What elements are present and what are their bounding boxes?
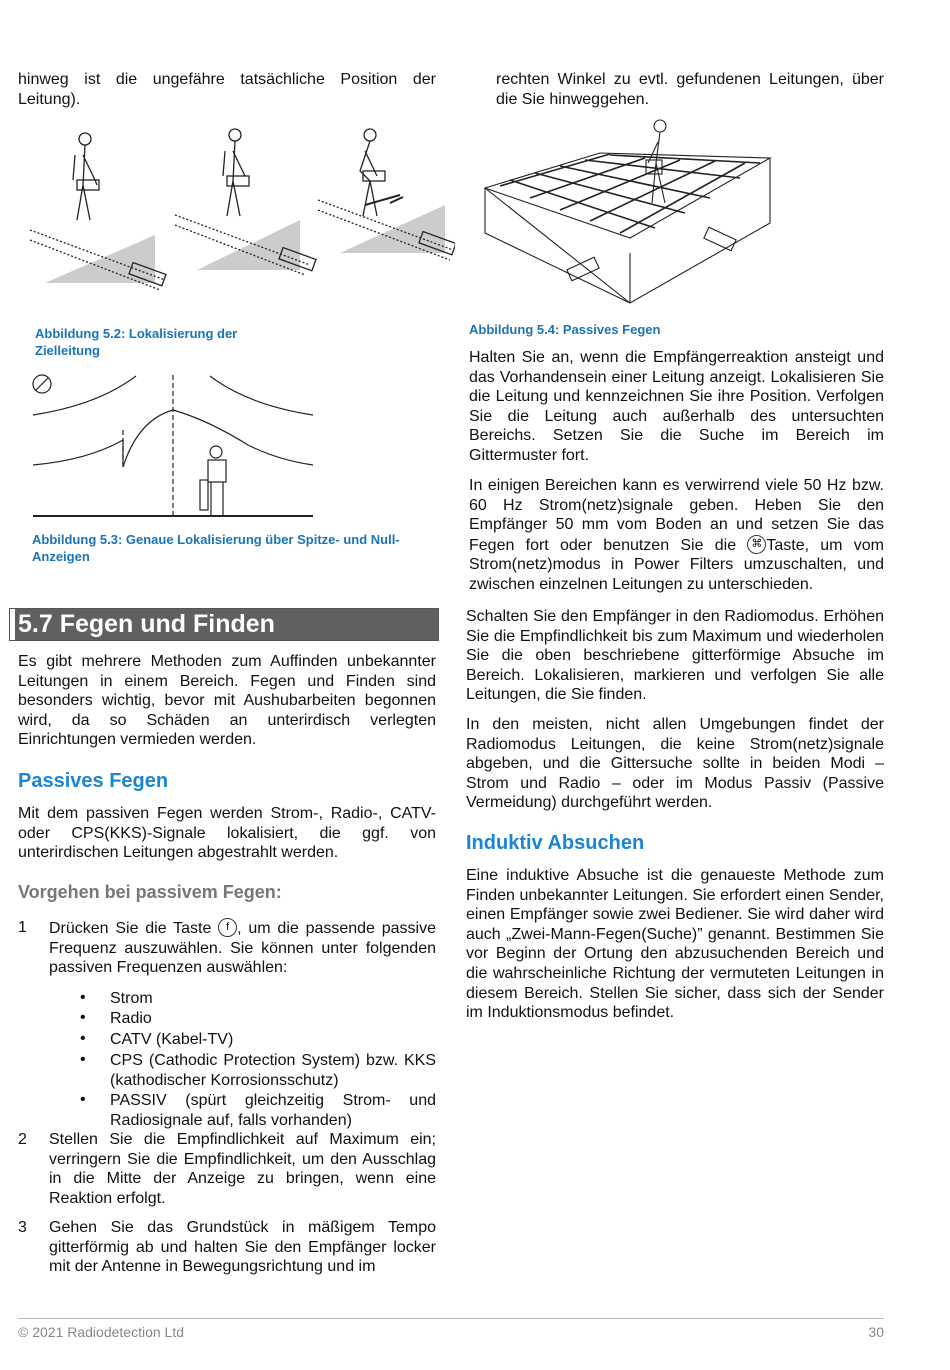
- passive-text: Mit dem passiven Fegen werden Strom-, Radio-, CATV- oder CPS(KKS)-Signale lokalisiert, die ggf. von unterirdischen Leitungen abgestrahlt werden.: [18, 805, 436, 862]
- section-heading: 5.7 Fegen und Finden: [10, 609, 438, 640]
- right-intro-tail: rechten Winkel zu evtl. gefundenen Leitungen, über die Sie hinweggehen.: [496, 71, 884, 108]
- section-intro: Es gibt mehrere Methoden zum Auffinden unbekannter Leitungen in einem Bereich. Fegen und Finden sind besonders wichtig, bevor mit Aushubarbeiten begonnen wird, da so Schäden an unterirdisch verlegten Einrichtungen vermieden werden.: [18, 653, 436, 749]
- power-filter-key-icon: ⌘: [747, 535, 766, 554]
- page-number: 30: [868, 1324, 884, 1340]
- frequency-key-icon: f: [218, 918, 237, 937]
- procedure-heading: Vorgehen bei passivem Fegen:: [18, 882, 282, 902]
- inductive-heading: Induktiv Absuchen: [466, 832, 645, 854]
- step-1-number: 1: [18, 919, 27, 936]
- document-page: hinweg ist die ungefähre tatsächliche Position der Leitung). Abbildung 5.2: Lokalisierung der Zielleitung Abbildung 5.3: Genaue Lokalisierung über Spitze- und Null-Anzeigen 5.7 Fegen und Finden Es gibt mehrere Methoden zum Auffinden unbekannter Leitungen in einem Bereich. Fegen und Finden sind besonders wichtig, bevor mit Aushubarbeiten begonnen wird, da so Schäden an unterirdisch verlegten Einrichtungen vermieden werden. Passives Fegen Mit dem passiven Fegen werden Strom-, Radio-, CATV- oder CPS(KKS)-Signale lokalisiert, die ggf. von unterirdischen Leitungen abgestrahlt werden. Vorgehen bei passivem Fegen: 1 Drücken Sie die Taste f , um die passende passive Frequenz auszuwählen. Sie können unter folgenden passiven Frequenzen auswählen: • Strom • Radio • CATV (Kabel-TV) • CPS (Cathodic Protection System) bzw. KKS (kathodischer Korrosionsschutz) • PASSIV (spürt gleichzeitig Strom- und Radiosignale auf, falls vorhanden) 2 Stellen Sie die Empfindlichkeit auf Maximum ein; verringern Sie die Empfindlichkeit, um den Ausschlag in die Mitte der Anzeige zu bringen, wenn eine Reaktion erfolgt. 3 Gehen Sie das Grundstück in mäßigem Tempo gitterförmig ab und halten Sie den Empfänger locker mit der Antenne in Bewegungsrichtung und im rechten Winkel zu evtl. gefundenen Leitungen, über die Sie hinweggehen. Abbildung 5.4: Passives Fegen Halten Sie an, wenn die Empfängerreaktion ansteigt und das Vorhandensein einer Leitung anzeigt. Lokalisieren Sie die Leitung und kennzeichnen Sie ihre Position. Verfolgen Sie die Leitung auch außerhalb des untersuchten Bereichs. Setzen Sie die Suche im Bereich im Gittermuster fort. In einigen Bereichen kann es verwirrend viele 50 Hz bzw. 60 Hz Strom(netz)signale geben. Heben Sie den Empfänger 50 mm vom Boden an und setzen Sie das Fegen fort oder benutzen Sie die ⌘ Taste, um vom Strom(netz)modus in Power Filters umzuschalten, und zwischen einzelnen Leitungen zu unterschieden. Schalten Sie den Empfänger in den Radiomodus. Erhöhen Sie die Empfindlichkeit bis zum Maximum und wiederholen Sie die oben beschriebene gitterförmige Absuche im Bereich. Lokalisieren, markieren und verfolgen Sie alle Leitungen, die Sie finden. In den meisten, nicht allen Umgebungen findet der Radiomodus Leitungen, die keine Strom(netz)signale abgeben, und die Gittersuche sollte in beiden Modi – Strom und Radio – oder im Modus Passiv (Passive Vermeidung) durchgeführt werden. Induktiv Absuchen Eine induktive Absuche ist die genaueste Methode zum Finden unbekannter Leitungen. Sie erfordert einen Sender, einen Empfänger sowie zwei Bediener. Sie wird daher wird auch „Zwei-Mann-Fegen(Suche)” genannt. Bestimmen Sie vor Beginn der Ortung den abzusuchenden Bereich und die wahrscheinliche Richtung der vermuteten Leitungen in diesem Bereich. Stellen Sie sicher, dass sich der Sender im Induktionsmodus befindet. © 2021 Radiodetection Ltd 30: [0, 0, 950, 1370]
- footer-divider: [18, 1318, 884, 1319]
- bullet-item: CATV (Kabel-TV): [110, 1031, 234, 1048]
- right-paragraph-4: In den meisten, nicht allen Umgebungen findet der Radiomodus Leitungen, die keine Strom(netz)signale abgeben, und die Gittersuche sollte in beiden Modi – Strom und Radio – oder im Modus Passiv (Passive Vermeidung) durchgeführt werden.: [466, 716, 884, 812]
- figure-5-2-illustration: [25, 125, 455, 295]
- right-paragraph-1: Halten Sie an, wenn die Empfängerreaktion ansteigt und das Vorhandensein einer Leitung anzeigt. Lokalisieren Sie die Leitung und kennzeichnen Sie ihre Position. Verfolgen Sie die Leitung auch außerhalb des untersuchten Bereichs. Setzen Sie die Suche im Bereich im Gittermuster fort.: [469, 349, 884, 464]
- bullet-item: PASSIV (spürt gleichzeitig Strom- und Radiosignale auf, falls vorhanden): [110, 1092, 436, 1129]
- footer-copyright: © 2021 Radiodetection Ltd: [18, 1324, 184, 1340]
- bullet-item: Strom: [110, 990, 153, 1007]
- figure-5-3-illustration: [28, 370, 318, 520]
- left-intro-tail: hinweg ist die ungefähre tatsächliche Position der Leitung).: [18, 71, 436, 108]
- figure-5-2-caption: Abbildung 5.2: Lokalisierung der Zielleitung: [35, 326, 238, 358]
- bullet-item: CPS (Cathodic Protection System) bzw. KKS (kathodischer Korrosionsschutz): [110, 1052, 436, 1089]
- right-paragraph-3: Schalten Sie den Empfänger in den Radiomodus. Erhöhen Sie die Empfindlichkeit bis zum Maximum und wiederholen Sie die oben beschriebene gitterförmige Absuche im Bereich. Lokalisieren, markieren und verfolgen Sie alle Leitungen, die Sie finden.: [466, 608, 884, 704]
- figure-5-4-illustration: [480, 118, 780, 313]
- figure-5-4-caption: Abbildung 5.4: Passives Fegen: [469, 322, 661, 337]
- step-2-text: Stellen Sie die Empfindlichkeit auf Maximum ein; verringern Sie die Empfindlichkeit, um den Ausschlag in die Mitte der Anzeige zu bringen, wenn eine Reaktion erfolgt.: [49, 1131, 436, 1207]
- figure-5-3-caption: Abbildung 5.3: Genaue Lokalisierung über Spitze- und Null-Anzeigen: [32, 532, 400, 564]
- step-3-text: Gehen Sie das Grundstück in mäßigem Tempo gitterförmig ab und halten Sie den Empfänger locker mit der Antenne in Bewegungsrichtung und im: [49, 1219, 436, 1276]
- bullet-item: Radio: [110, 1010, 152, 1027]
- step-3-number: 3: [18, 1219, 27, 1236]
- right-paragraph-5: Eine induktive Absuche ist die genaueste Methode zum Finden unbekannter Leitungen. Sie erfordert einen Sender, einen Empfänger sowie zwei Bediener. Sie wird daher wird auch „Zwei-Mann-Fegen(Suche)” genannt. Bestimmen Sie vor Beginn der Ortung den abzusuchenden Bereich und die wahrscheinliche Richtung der vermuteten Leitungen in diesem Bereich. Stellen Sie sicher, dass sich der Sender im Induktionsmodus befindet.: [466, 867, 884, 1022]
- right-paragraph-2: In einigen Bereichen kann es verwirrend viele 50 Hz bzw. 60 Hz Strom(netz)signale geben. Heben Sie den Empfänger 50 mm vom Boden an und setzen Sie das Fegen fort oder benutzen Sie die ⌘ Taste, um vom Strom(netz)modus in Power Filters umzuschalten, und zwischen einzelnen Leitungen zu unterschieden.: [469, 477, 884, 593]
- passive-heading: Passives Fegen: [18, 770, 169, 792]
- step-1-text: Drücken Sie die Taste f , um die passende passive Frequenz auszuwählen. Sie können unter folgenden passiven Frequenzen auswählen:: [49, 920, 436, 977]
- step-2-number: 2: [18, 1131, 27, 1148]
